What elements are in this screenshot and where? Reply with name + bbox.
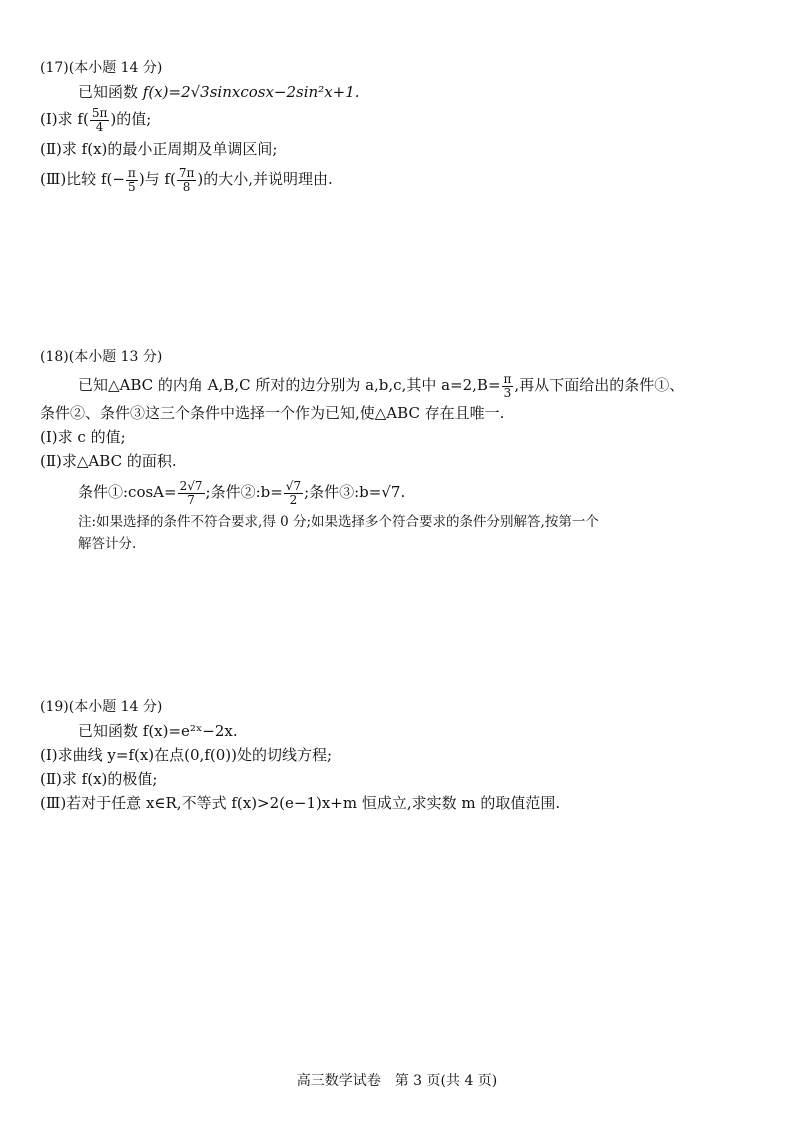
q17-p3-mid: )与 f( [138, 170, 176, 188]
q17-p1-numerator: 5π [91, 105, 108, 120]
q18-cond-c: ;条件③:b=√7. [304, 483, 406, 501]
q18-cond-b: ;条件②:b= [205, 483, 283, 501]
page-footer: 高三数学试卷 第 3 页(共 4 页) [296, 1073, 498, 1089]
q17-p3-numerator-1: π [127, 165, 136, 180]
q17-p3-numerator-2: 7π [178, 165, 195, 180]
q18-note [40, 511, 770, 555]
q19-part-3: (Ⅲ)若对于任意 x∈R,不等式 f(x)>2(e−1)x+m 恒成立,求实数 m 的取值范围. [40, 794, 561, 812]
question-18 [40, 345, 770, 555]
q18-part-1: (Ⅰ)求 c 的值; [40, 428, 126, 446]
q17-p1-denominator: 4 [95, 119, 104, 134]
q17-p3-prefix: (Ⅲ)比较 f(− [40, 170, 125, 188]
q18-stem-line-1 [40, 369, 770, 401]
q17-p1-prefix: (Ⅰ)求 f( [40, 110, 89, 128]
q17-p3-denominator-2: 8 [182, 179, 191, 194]
q18-cond-a: 条件①:cosA= [78, 483, 177, 501]
q17-stem [40, 80, 770, 104]
q18-stem-denominator: 3 [503, 385, 512, 400]
q17-p3-suffix: )的大小,并说明理由. [197, 170, 333, 188]
q17-p3-fraction-1 [126, 167, 138, 194]
q18-header: (18)(本小题 13 分) [40, 349, 163, 365]
q18-conditions [40, 473, 770, 511]
q18-cond-denominator-2: 2 [289, 492, 298, 507]
q19-part-1: (Ⅰ)求曲线 y=f(x)在点(0,f(0))处的切线方程; [40, 746, 333, 764]
question-19 [40, 695, 770, 815]
q18-stem-1b: ,再从下面给出的条件①、 [514, 376, 685, 394]
q18-note-line-2: 解答计分. [78, 536, 137, 552]
q18-stem-fraction [502, 373, 514, 400]
q19-header: (19)(本小题 14 分) [40, 699, 163, 715]
q17-p3-fraction-2 [177, 167, 197, 194]
q17-part-3 [40, 164, 770, 194]
q19-part-2: (Ⅱ)求 f(x)的极值; [40, 770, 158, 788]
question-17 [40, 56, 770, 194]
q17-p1-suffix: )的值; [110, 110, 152, 128]
q17-part-1 [40, 104, 770, 134]
q18-cond-fraction-2 [284, 480, 303, 507]
q17-stem-text: 已知函数 [78, 83, 143, 101]
q18-stem-1a: 已知△ABC 的内角 A,B,C 所对的边分别为 a,b,c,其中 a=2,B= [78, 376, 501, 394]
q18-part-2: (Ⅱ)求△ABC 的面积. [40, 452, 177, 470]
q17-part-2: (Ⅱ)求 f(x)的最小正周期及单调区间; [40, 140, 278, 158]
q18-cond-numerator-2: √7 [285, 478, 302, 493]
q17-stem-formula: f(x)=2√3sinxcosx−2sin²x+1. [142, 83, 360, 101]
q18-stem-numerator: π [503, 371, 512, 386]
q19-stem: 已知函数 f(x)=e²ˣ−2x. [78, 722, 238, 740]
q18-cond-numerator-1: 2√7 [179, 478, 203, 493]
q17-header: (17)(本小题 14 分) [40, 60, 163, 76]
q18-cond-fraction-1 [178, 480, 205, 507]
q17-p3-denominator-1: 5 [128, 179, 136, 194]
q17-p1-fraction [90, 107, 110, 134]
q18-stem-line-2: 条件②、条件③这三个条件中选择一个作为已知,使△ABC 存在且唯一. [40, 404, 505, 422]
q18-cond-denominator-1: 7 [187, 492, 195, 507]
q18-note-line-1: 注:如果选择的条件不符合要求,得 0 分;如果选择多个符合要求的条件分别解答,按第一个 [78, 514, 599, 530]
